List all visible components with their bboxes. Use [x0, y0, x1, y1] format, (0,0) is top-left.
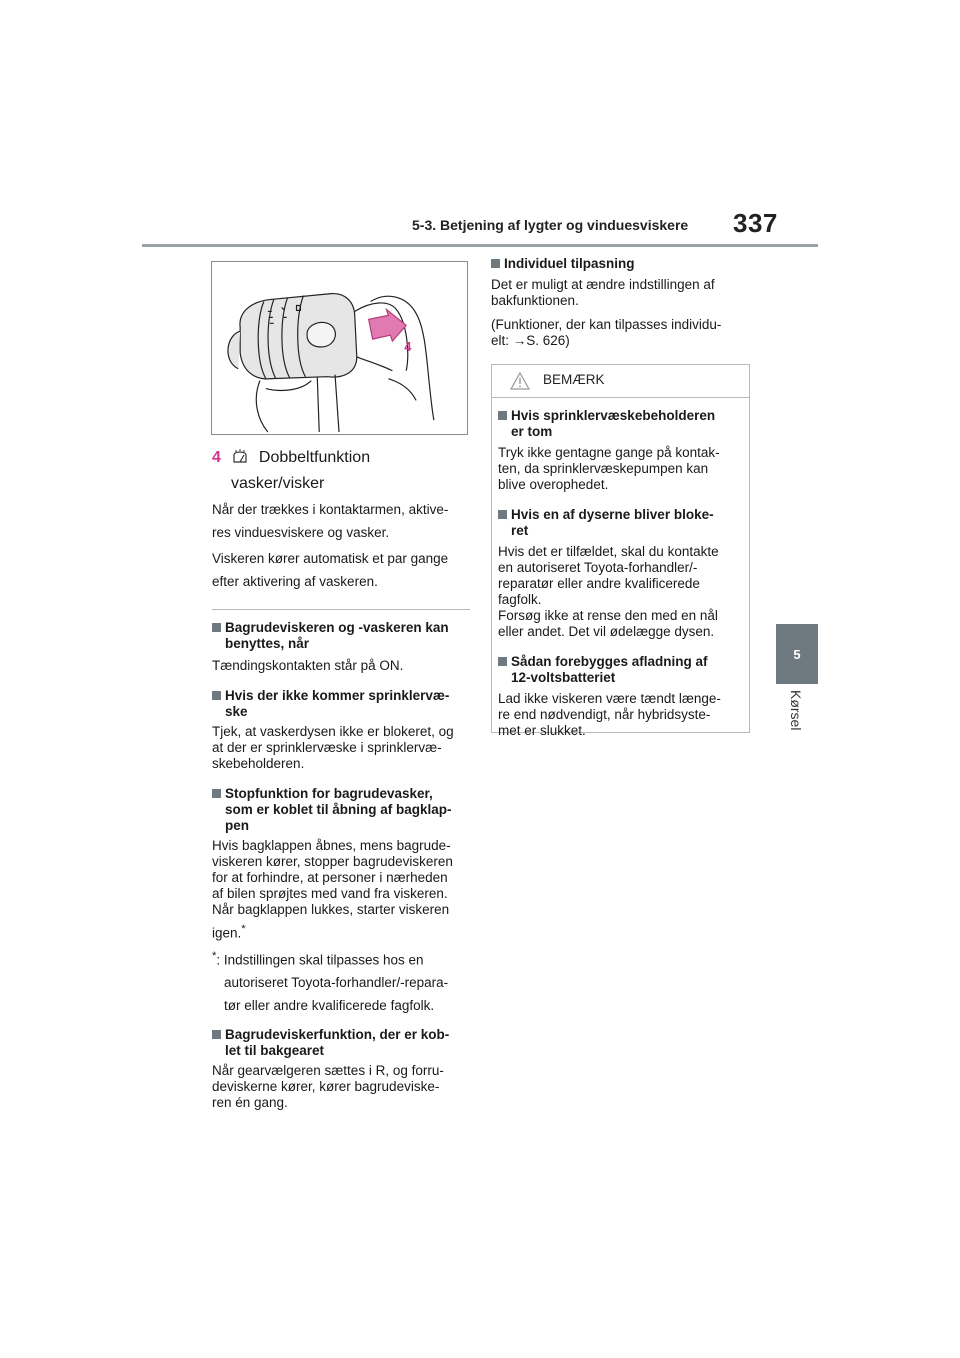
footnote-marker: * [241, 923, 246, 935]
notice-text: Hvis det er tilfældet, skal du kontakte [498, 544, 719, 559]
section-text: skebeholderen. [212, 756, 305, 771]
section-divider [212, 609, 470, 610]
section-text: Når gearvælgeren sættes i R, og forru- [212, 1063, 444, 1078]
square-bullet-icon [212, 1030, 221, 1039]
section-heading: Bagrudeviskeren og -vaskeren kan benyttes, når [212, 620, 470, 652]
notice-text: reparatør eller andre kvalificerede [498, 576, 700, 591]
section-text: deviskerne kører, kører bagrudeviske- [212, 1079, 440, 1094]
chapter-tab [776, 624, 818, 684]
square-bullet-icon [498, 510, 507, 519]
page-number: 337 [733, 208, 778, 238]
notice-text: blive overophedet. [498, 477, 609, 492]
section-text: (Funktioner, der kan tilpasses individu- [491, 317, 722, 332]
header-rule [142, 244, 818, 247]
section-text: Tjek, at vaskerdysen ikke er blokeret, og [212, 724, 454, 739]
notice-text: Forsøg ikke at rense den med en nål [498, 608, 718, 623]
section-text: af bilen sprøjtes med vand fra viskeren. [212, 886, 448, 901]
square-bullet-icon [212, 691, 221, 700]
section-heading: Individuel tilpasning [491, 256, 751, 272]
notice-heading: Sådan forebygges afladning af 12-voltsbatteriet [498, 654, 741, 686]
section-text: for at forhindre, at personer i nærheden [212, 870, 448, 885]
notice-heading: Hvis sprinklervæskebeholderen er tom [498, 408, 741, 440]
section-heading: Hvis der ikke kommer sprinklervæ- ske [212, 688, 470, 720]
square-bullet-icon [212, 623, 221, 632]
section-text: igen.* [212, 923, 246, 941]
notice-text: met er slukket. [498, 723, 586, 738]
item4-desc-line2: res vinduesviskere og vasker. [212, 525, 390, 540]
section-text: Hvis bagklappen åbnes, mens bagrude- [212, 838, 451, 853]
chapter-label: Kørsel [788, 690, 804, 731]
notice-box [491, 364, 750, 738]
chapter-number: 5 [793, 646, 801, 662]
notice-header [492, 365, 749, 398]
item-number: 4 [212, 449, 221, 466]
square-bullet-icon [491, 259, 500, 268]
item-label-line2: vasker/visker [231, 475, 325, 492]
notice-title: BEMÆRK [543, 372, 605, 387]
item-4 [212, 446, 468, 495]
wiper-lever-illustration [211, 261, 468, 435]
item-label-line1: Dobbeltfunktion [258, 449, 371, 466]
washer-wiper-icon [231, 449, 249, 472]
left-column [212, 498, 470, 1111]
notice-text: fagfolk. [498, 592, 542, 607]
notice-text: ten, da sprinklervæskepumpen kan [498, 461, 709, 476]
item4-desc-line3: Viskeren kører automatisk et par gange [212, 551, 449, 566]
figure-callout-4: 4 [404, 338, 412, 354]
section-title: 5-3. Betjening af lygter og vinduesviskere [412, 217, 689, 233]
square-bullet-icon [212, 789, 221, 798]
section-text: Tændingskontakten står på ON. [212, 658, 404, 673]
section-text: at der er sprinklervæske i sprinklervæ- [212, 740, 442, 755]
section-heading: Bagrudeviskerfunktion, der er kob- let til bakgearet [212, 1027, 470, 1059]
notice-text: Lad ikke viskeren være tændt længe- [498, 691, 721, 706]
notice-body [492, 398, 749, 739]
section-text: elt: →S. 626) [491, 333, 570, 348]
section-text: Når bagklappen lukkes, starter viskeren [212, 902, 450, 917]
section-text: Det er muligt at ændre indstillingen af [491, 277, 715, 292]
notice-text: re end nødvendigt, når hybridsyste- [498, 707, 711, 722]
item4-desc-line1: Når der trækkes i kontaktarmen, aktive- [212, 502, 449, 517]
section-heading: Stopfunktion for bagrudevasker, som er koblet til åbning af bagklap- pen [212, 786, 470, 834]
lever-drawing [212, 262, 467, 434]
notice-heading: Hvis en af dyserne bliver bloke- ret [498, 507, 741, 539]
item4-desc-line4: efter aktivering af vaskeren. [212, 574, 378, 589]
warning-triangle-icon [509, 371, 531, 396]
section-text: viskeren kører, stopper bagrudeviskeren [212, 854, 453, 869]
section-text: bakfunktionen. [491, 293, 579, 308]
square-bullet-icon [498, 411, 507, 420]
footnote: autoriseret Toyota-forhandler/-repara- [224, 975, 449, 990]
notice-text: eller andet. Det vil ødelægge dysen. [498, 624, 715, 639]
notice-text: Tryk ikke gentagne gange på kontak- [498, 445, 720, 460]
footnote: tør eller andre kvalificerede fagfolk. [224, 998, 435, 1013]
square-bullet-icon [498, 657, 507, 666]
footnote: *: Indstillingen skal tilpasses hos en [212, 949, 424, 967]
section-text: ren én gang. [212, 1095, 288, 1110]
right-column [491, 256, 751, 349]
notice-text: en autoriseret Toyota-forhandler/- [498, 560, 698, 575]
